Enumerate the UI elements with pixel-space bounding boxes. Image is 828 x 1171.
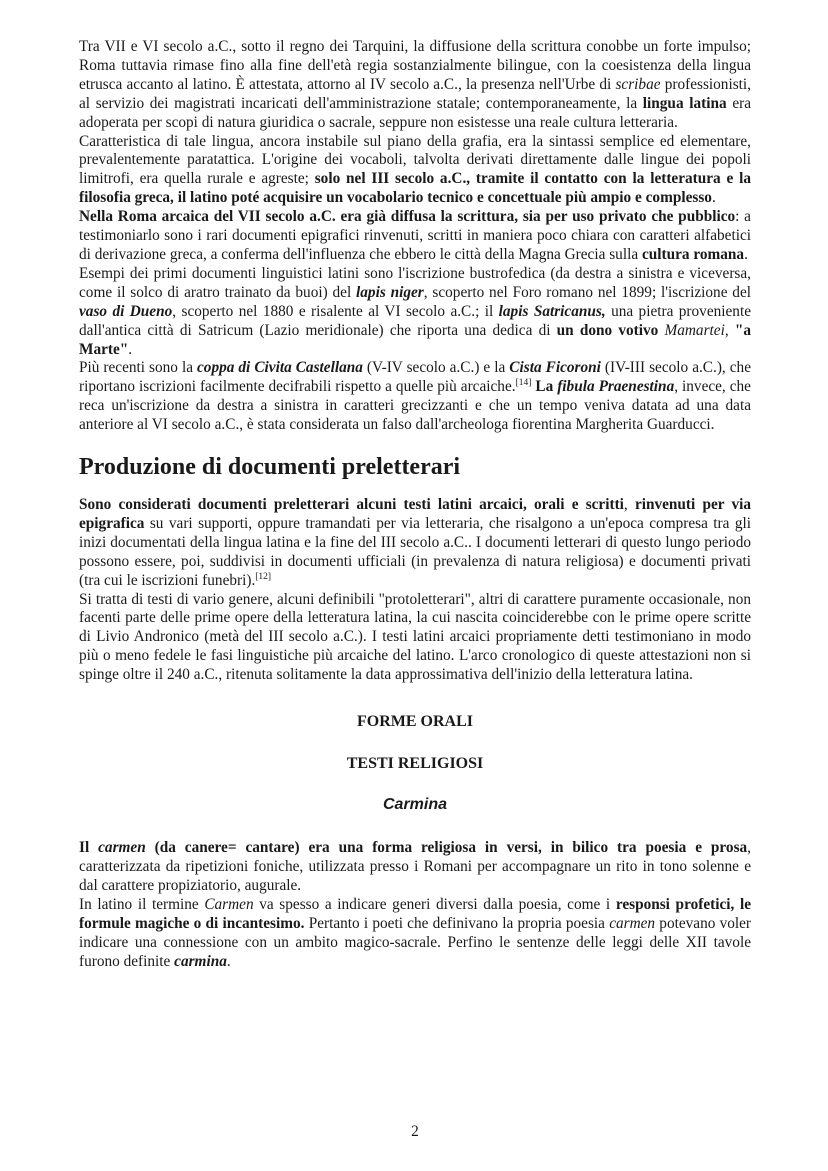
text-run: era adoperata per scopi di natura giuridica o sacrale, seppure non esistesse una reale cultura letteraria. [79,94,751,131]
text-run: . [128,340,133,358]
text-run: coppa di Civita Castellana [197,359,363,377]
text-run: Mamartei [664,321,725,339]
text-run: , invece, che reca un'iscrizione da destra a sinistra in caratteri grecizzanti e che un tempo veniva datata ad una data anteriore al VI secolo a.C., è stata considerata un falso dall'archeologa fiorentina Margherita Guarducci. [79,378,751,434]
text-run: cultura romana [641,245,745,263]
footnote-ref: [12] [255,571,272,582]
text-run: Nella Roma arcaica del VII secolo a.C. era già diffusa la scrittura, sia per uso privato che pubblico [79,208,736,226]
text-run: rinvenuti per via epigrafica [79,496,751,532]
heading-testi-religiosi: TESTI RELIGIOSI [346,755,484,773]
text-run: Sono considerati documenti preletterari alcuni testi latini arcaici, orali e scritti [79,496,624,514]
text-run: una pietra proveniente dall'antica città di Satricum (Lazio meridionale) che riporta una dedica di [79,302,751,339]
section-heading-preletterari: Produzione di documenti preletterari [79,454,461,481]
paragraph-caratteristica-lingua [79,133,751,209]
paragraph-roma-arcaica [79,208,751,265]
text-run: (IV-III secolo a.C.), che riportano iscrizioni facilmente decifrabili rispetto a quelle più arcaiche. [79,359,751,396]
text-run: carmen [98,839,146,857]
text-run: Esempi dei primi documenti linguistici latini sono l'iscrizione bustrofedica (da destra a sinistra e viceversa, come il solco di aratro trainato da buoi) del [79,264,751,301]
text-run: , [724,321,735,339]
paragraph-scrittura-tarquini [79,38,751,133]
text-run: Caratteristica di tale lingua, ancora instabile sul piano della grafia, era la sintassi semplice ed elementare, prevalentemente paratattica. L'origine dei vocaboli, talvolta derivati direttamente dalle lingue dei popoli limitrofi, era quella rurale e agreste; [79,132,751,188]
text-run: Si tratta di testi di vario genere, alcuni definibili "protoletterari", altri di carattere puramente occasionale, non facenti parte delle prime opere della letteratura latina, la cui nascita coinciderebbe con le prime opere scritte di Livio Andronico (metà del III secolo a.C.). I testi latini arcaici propriamente detti testimoniano in modo più o meno fedele le fasi linguistiche più arcaiche del latino. L'arco cronologico di queste attestazioni non si spinge oltre il 240 a.C., ritenuta solitamente la data approssimativa dell'inizio della letteratura latina. [79,590,751,684]
text-run: vaso di Dueno [79,302,173,320]
text-run: , scoperto nel 1880 e risalente al VI secolo a.C.; il [172,302,499,320]
paragraph-documenti-recenti [79,359,751,435]
text-run: . [711,189,716,207]
paragraph-documenti-preletterari [79,496,751,591]
preletterari-section [79,496,751,685]
text-run: carmen [609,914,656,932]
text-run: scribae [615,75,661,93]
intro-section [79,38,751,435]
page-number: 2 [411,1123,419,1140]
text-run: potevano voler indicare una connessione con un ambito magico-sacrale. Perfino le sentenze delle leggi delle XII tavole furono definite [79,914,752,970]
paragraph-termine-carmen [79,896,751,972]
text-run: carmina [174,952,227,970]
text-run: Più recenti sono la [79,359,198,377]
text-run: , scoperto nel Foro romano nel 1899; l'iscrizione del [423,283,751,301]
text-run: lapis niger [356,283,424,301]
text-run: : a testimoniarlo sono i rari documenti epigrafici rinvenuti, scritti in maniera poco chiara con caratteri alfabetici di derivazione greca, a conferma dell'influenza che ebbero le città della Magna Grecia sulla [79,208,751,263]
document-page [79,38,752,1140]
heading-carmina: Carmina [382,796,448,814]
text-run: responsi profetici, le formule magiche o di incantesimo. [79,895,751,932]
text-run: La [535,378,558,396]
text-run: . [744,245,748,263]
footnote-ref: [14] [515,378,532,389]
text-run: Carmen [204,895,254,913]
text-run: solo nel III secolo a.C., tramite il contatto con la letteratura e la filosofia greca, il latino poté acquisire un vocabolario tecnico e concettuale più ampio e complesso [79,170,751,207]
paragraph-testi-vario-genere [79,591,751,686]
text-run: In latino il termine [79,895,205,913]
carmen-section [79,839,751,971]
text-run: Cista Ficoroni [509,359,601,377]
paragraph-documenti-linguistici [79,265,751,360]
text-run: (da canere= cantare) era una forma religiosa in versi, in bilico tra poesia e prosa [145,839,748,857]
text-run: . [226,952,231,970]
text-run: lapis Satricanus, [498,302,606,320]
text-run: un dono votivo [556,321,659,339]
text-run: (V-IV secolo a.C.) e la [362,359,510,377]
text-run: Il [79,839,99,857]
heading-forme-orali: FORME ORALI [357,713,473,731]
paragraph-carmen-definizione [79,839,751,896]
text-run: su vari supporti, oppure tramandati per via letteraria, che risalgono a un'epoca compresa tra gli inizi documentati della lingua latina e la fine del III secolo a.C.. I documenti letterari di questo lungo periodo possono essere, poi, suddivisi in documenti ufficiali (in prevalenza di natura religiosa) e documenti privati (tra cui le iscrizioni funebri). [79,514,751,589]
text-run: Tra VII e VI secolo a.C., sotto il regno dei Tarquini, la diffusione della scrittura conobbe un forte impulso; Roma tuttavia rimase fino alla fine dell'età regia sostanzialmente bilingue, con la coesistenza della lingua etrusca accanto al latino. È attestata, attorno al IV secolo a.C., la presenza nell'Urbe di [79,38,751,93]
text-run: , [623,496,635,514]
text-run: fibula Praenestina [557,378,675,396]
text-run: lingua latina [642,94,727,112]
text-run: "a Marte" [79,321,751,358]
text-run: , caratterizzata da ripetizioni foniche, utilizzata presso i Romani per accompagnare un rito in tono solenne e dal carattere propiziatorio, augurale. [79,839,751,894]
text-run: va spesso a indicare generi diversi dalla poesia, come i [253,895,616,913]
text-run: Pertanto i poeti che definivano la propria poesia [304,914,610,932]
text-run: professionisti, al servizio dei magistrati incaricati dell'amministrazione statale; contemporaneamente, la [79,75,751,112]
